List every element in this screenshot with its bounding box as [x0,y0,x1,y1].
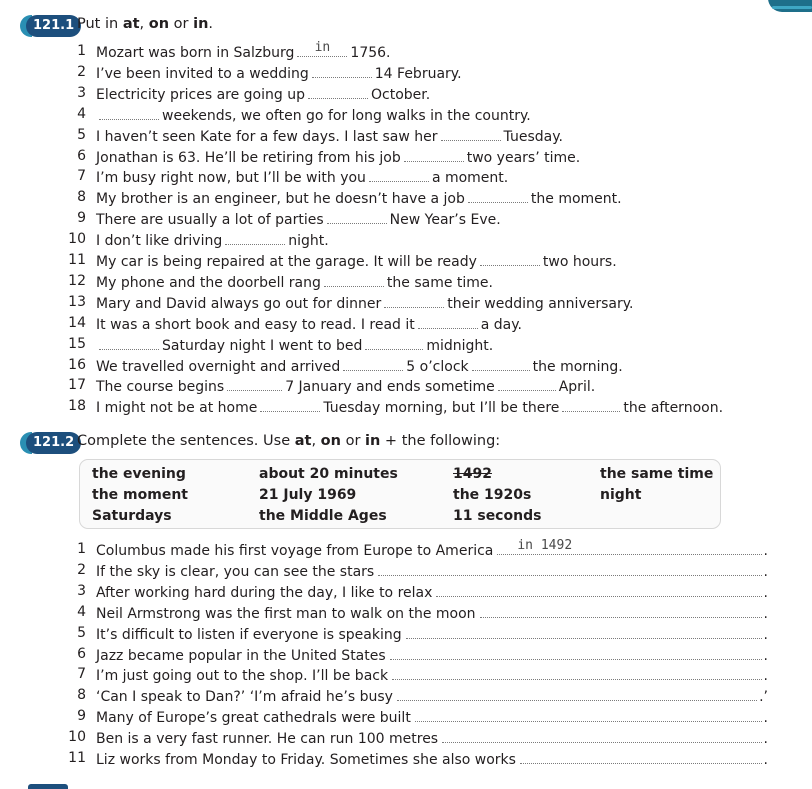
line-number: 8 [77,687,86,704]
word-option: the evening [92,466,186,482]
answer-blank[interactable] [497,538,761,555]
line-number: 16 [68,356,86,373]
word-option: 21 July 1969 [259,487,357,503]
exercise-line [0,252,812,272]
sentence-part: My car is being repaired at the garage. It will be ready [96,254,477,270]
sentence-part: the morning. [532,358,623,375]
line-number: 5 [77,126,86,143]
answer-blank[interactable] [390,646,762,660]
line-text [96,687,768,705]
sentence-part: I’m just going out to the shop. I’ll be back [96,668,389,685]
answer-blank[interactable] [324,273,384,287]
line-number: 12 [68,272,86,289]
word-option: the 1920s [453,487,532,503]
line-text [96,708,768,726]
line-number: 9 [77,210,86,227]
sentence-part: I haven’t seen Kate for a few days. I last saw her [96,128,438,145]
line-text [96,357,623,375]
title-sep: or [169,16,194,32]
line-number: 9 [77,708,86,725]
line-number: 15 [68,335,86,352]
answer-blank[interactable] [520,750,762,764]
exercise-line [0,148,812,168]
sentence-part: Electricity prices are going up [96,86,305,103]
exercise-line [0,625,812,645]
line-text [96,336,493,354]
line-text [96,646,768,664]
word-option: the moment [92,487,188,503]
answer-blank[interactable] [327,210,387,224]
answer-blank[interactable] [343,357,403,371]
line-text [96,127,563,145]
exercise-line [0,294,812,314]
exercise-badge-2: 121.2 [26,432,81,454]
exercise-2-title [77,433,500,449]
answer-blank[interactable] [472,357,530,371]
line-text [96,106,531,124]
sentence-part: midnight. [426,337,494,354]
line-text [96,377,595,395]
title-word-on: on [148,16,170,32]
exercise-line [0,377,812,397]
answer-blank[interactable] [369,168,429,182]
sentence-part: If the sky is clear, you can see the stars [96,563,375,580]
sentence-end: . [763,543,768,559]
exercise-line [0,210,812,230]
answer-blank[interactable] [312,64,372,78]
sentence-part: the afternoon. [623,400,724,417]
title-word-in: in [365,433,381,449]
answer-blank[interactable] [308,85,368,99]
title-sep: , [139,16,149,32]
sentence-part: After working hard during the day, I like to relax [96,584,433,601]
sentence-end: . [763,605,768,622]
exercise-1-title [77,16,213,32]
answer-blank[interactable] [418,315,478,329]
title-word-at: at [294,433,312,449]
title-end: . [208,16,214,32]
answer-blank[interactable] [99,106,159,120]
exercise-line [0,315,812,335]
sentence-end: . [763,563,768,580]
exercise-line [0,106,812,126]
line-number: 3 [77,582,86,599]
sentence-part: a day. [480,316,522,333]
sentence-part: October. [370,86,431,103]
word-option: about 20 minutes [259,466,398,482]
line-number: 11 [68,750,86,766]
line-number: 8 [77,189,86,206]
sentence-end: . [763,731,768,748]
sentence-part: Liz works from Monday to Friday. Sometimes she also works [96,752,516,768]
sentence-part: I’m busy right now, but I’ll be with you [96,170,366,187]
sentence-part: Saturday night I went to bed [162,337,363,354]
sentence-part: night. [288,233,329,250]
word-option: night [600,487,642,503]
sentence-part: The course begins [96,379,225,396]
title-word-in: in [193,16,209,32]
sentence-part: ‘Can I speak to Dan?’ ‘I’m afraid he’s busy [96,689,393,706]
exercise-line [0,357,812,377]
line-number: 6 [77,645,86,662]
line-number: 2 [77,561,86,578]
word-option: 1492 [453,466,492,482]
sentence-part: Columbus made his first voyage from Europe to America [96,543,494,559]
word-option: 11 seconds [453,508,542,524]
sentence-part: 5 o’clock [406,358,469,375]
exercise-line [0,750,812,770]
sentence-part: Mary and David always go out for dinner [96,295,382,312]
sentence-part: Neil Armstrong was the first man to walk on the moon [96,605,476,622]
sentence-part: the same time. [386,274,493,291]
exercise-line [0,398,812,418]
answer-blank[interactable] [378,562,761,576]
exercise-line [0,646,812,666]
title-text: Put in [77,16,123,32]
sentence-part: their wedding anniversary. [447,295,634,312]
exercise-line [0,231,812,251]
handwritten-answer: in [314,40,331,55]
answer-blank[interactable] [404,148,464,162]
exercise-line [0,64,812,84]
answer-blank[interactable] [441,127,501,141]
line-number: 7 [77,666,86,683]
sentence-part: 1756. [350,45,391,61]
sentence-part: the moment. [530,191,622,208]
line-text [96,538,768,559]
title-word-on: on [320,433,341,449]
word-box [79,459,721,529]
sentence-part: We travelled overnight and arrived [96,358,341,375]
line-number: 1 [77,541,86,557]
sentence-part: two years’ time. [466,149,581,166]
sentence-part: Mozart was born in Salzburg [96,45,295,61]
exercise-line [0,687,812,707]
answer-blank[interactable] [260,398,320,412]
sentence-end: .’ [759,689,768,706]
line-text [96,750,768,768]
exercise-line [0,562,812,582]
sentence-part: Tuesday morning, but I’ll be there [323,400,560,417]
line-text [96,273,493,291]
answer-blank[interactable] [436,583,761,597]
sentence-part: I’ve been invited to a wedding [96,65,309,82]
line-text [96,168,508,186]
sentence-part: two hours. [542,254,617,270]
answer-blank[interactable] [365,336,423,350]
answer-blank[interactable] [297,40,347,57]
line-text [96,729,768,747]
sentence-end: . [763,584,768,601]
line-number: 6 [77,147,86,164]
line-text [96,294,633,312]
sentence-end: . [763,668,768,685]
title-word-at: at [122,16,140,32]
exercise-line [0,729,812,749]
answer-blank[interactable] [480,604,762,618]
sentence-part: Many of Europe’s great cathedrals were built [96,710,411,727]
title-end: + the following: [380,433,501,449]
word-option: the Middle Ages [259,508,387,524]
line-number: 10 [68,729,86,746]
line-text [96,210,501,228]
line-number: 11 [68,252,86,268]
line-number: 4 [77,105,86,122]
sentence-part: 14 February. [374,65,462,82]
line-number: 7 [77,168,86,185]
line-number: 14 [68,314,86,331]
line-text [96,148,580,166]
sentence-part: April. [558,379,596,396]
line-text [96,562,768,580]
line-text [96,625,768,643]
exercise-line [0,708,812,728]
line-text [96,189,622,207]
answer-blank[interactable] [498,377,556,391]
title-text: Complete the sentences. Use [77,433,295,449]
sentence-end: . [763,710,768,727]
sentence-part: Jonathan is 63. He’ll be retiring from his job [96,149,401,166]
sentence-part: a moment. [431,170,509,187]
answer-blank[interactable] [392,666,761,680]
line-number: 17 [68,377,86,394]
line-text [96,252,617,270]
line-number: 10 [68,231,86,248]
title-sep: , [311,433,321,449]
line-text [96,231,329,249]
sentence-part: It was a short book and easy to read. I read it [96,316,415,333]
line-number: 2 [77,63,86,80]
answer-blank[interactable] [225,231,285,245]
sentence-part: Ben is a very fast runner. He can run 100 metres [96,731,439,748]
sentence-part: There are usually a lot of parties [96,212,324,229]
line-number: 3 [77,84,86,101]
exercise-line [0,273,812,293]
sentence-part: Jazz became popular in the United States [96,647,386,664]
sentence-part: I don’t like driving [96,233,223,250]
word-option: the same time [600,466,714,482]
line-number: 1 [77,43,86,59]
line-text [96,666,768,684]
word-option: Saturdays [92,508,172,524]
answer-blank[interactable] [227,377,282,391]
exercise-line [0,85,812,105]
sentence-end: . [763,752,768,768]
sentence-part: New Year’s Eve. [389,212,501,229]
title-sep: or [340,433,366,449]
exercise-badge-1: 121.1 [26,15,81,37]
exercise-line [0,168,812,188]
sentence-end: . [763,647,768,664]
exercise-line [0,666,812,686]
sentence-part: My phone and the doorbell rang [96,274,321,291]
answer-blank[interactable] [384,294,444,308]
line-text [96,583,768,601]
line-text [96,315,522,333]
answer-blank[interactable] [480,252,540,266]
sentence-part: Tuesday. [503,128,563,145]
answer-blank[interactable] [415,708,762,722]
sentence-part: My brother is an engineer, but he doesn’t have a job [96,191,465,208]
sentence-part: weekends, we often go for long walks in the country. [162,107,531,124]
corner-tab-decoration [768,0,812,12]
answer-blank[interactable] [468,189,528,203]
line-number: 13 [68,293,86,310]
sentence-end: . [763,626,768,643]
line-text [96,85,430,103]
line-text [96,40,391,61]
exercise-line [0,40,812,63]
line-text [96,604,768,622]
exercise-line [0,189,812,209]
sentence-part: It’s difficult to listen if everyone is speaking [96,626,402,643]
sentence-part: 7 January and ends sometime [285,379,495,396]
exercise-line [0,127,812,147]
handwritten-answer: in 1492 [517,538,573,553]
line-number: 5 [77,624,86,641]
line-text [96,398,723,416]
answer-blank[interactable] [442,729,761,743]
exercise-line [0,604,812,624]
exercise-line [0,583,812,603]
line-number: 18 [68,398,86,415]
answer-blank[interactable] [406,625,762,639]
line-number: 4 [77,603,86,620]
line-text [96,64,462,82]
answer-blank[interactable] [99,336,159,350]
exercise-line [0,336,812,356]
sentence-part: I might not be at home [96,400,258,417]
answer-blank[interactable] [397,687,757,701]
answer-blank[interactable] [562,398,620,412]
exercise-line [0,538,812,561]
